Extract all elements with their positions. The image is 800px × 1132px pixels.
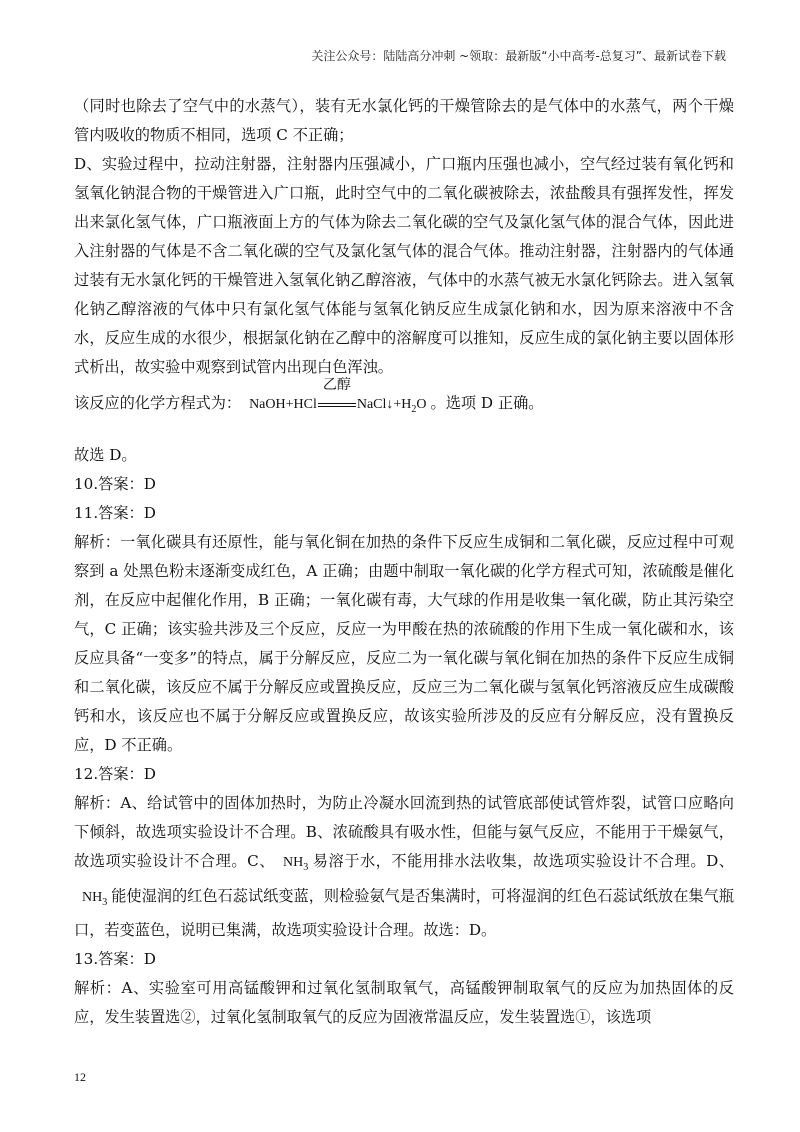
ammonia-formula: $NH_3$ [282, 854, 309, 873]
analysis-12: 解析：A、给试管中的固体加热时，为防止冷凝水回流到热的试管底部使试管炸裂，试管口应略向下倾斜，故选项实验设计不合理。B、浓硫酸具有吸水性，但能与氨气反应，不能用于干燥氨气，故选项实验设计不合理。C、 $NH_3$ 易溶于水，不能用排水法收集，故选项实验设计不合理。D、$NH_3$ 能使湿润的红色石蕊试纸变蓝，则检验氨气是否集满时，可将湿润的红色石蕊试纸放在集气瓶口，若变蓝色，说明已集满，故选项实验设计合理。故选：D。 [74, 793, 734, 940]
analysis-11: 解析：一氧化碳具有还原性，能与氧化铜在加热的条件下反应生成铜和二氧化碳，反应过程中可观察到 a 处黑色粉末逐渐变成红色，A 正确；由题中制取一氧化碳的化学方程式可知，浓硫酸是催化剂，在反应中起催化作用，B 正确；一氧化碳有毒，大气球的作用是收集一氧化碳，防止其污染空气，C 正确；该实验共涉及三个反应，反应一为甲酸在热的浓硫酸的作用下生成一氧化碳和水，该反应具备“一变多”的特点，属于分解反应，反应二为一氧化碳与氧化铜在加热的条件下反应生成铜和二氧化碳，该反应不属于分解反应或置换反应，反应三为二氧化碳与氢氧化钙溶液反应生成碳酸钙和水，该反应也不属于分解反应或置换反应，故该实验所涉及的反应有分解反应，没有置换反应，D 不正确。 [74, 532, 734, 754]
conclusion-line: 故选 D。 [74, 445, 137, 464]
paragraph-option-d: D、实验过程中，拉动注射器，注射器内压强减小，广口瓶内压强也减小，空气经过装有氧化钙和氢氧化钠混合物的干燥管进入广口瓶，此时空气中的二氧化碳被除去，浓盐酸具有强挥发性，挥发出来氯化氢气体，广口瓶液面上方的气体为除去二氧化碳的空气及氯化氢气体的混合气体，因此进入注射器的气体是不含二氧化碳的空气及氯化氢气体的混合气体。推动注射器，注射器内的气体通过装有无水氯化钙的干燥管进入氢氧化钠乙醇溶液，气体中的水蒸气被无水氯化钙除去。进入氢氧化钠乙醇溶液的气体中只有氯化氢气体能与氢氧化钠反应生成氯化钠和水，因为原来溶液中不含水，反应生成的水很少，根据氯化钠在乙醇中的溶解度可以推知，反应生成的氯化钠主要以固体形式析出，故实验中观察到试管内出现白色浑浊。 [74, 155, 734, 376]
equation-condition-sign [318, 377, 356, 412]
answer-11: 11.答案：D [74, 503, 156, 522]
answer-10: 10.答案：D [74, 474, 156, 493]
document-body [74, 92, 734, 1032]
answer-12: 12.答案：D [74, 764, 156, 783]
ammonia-formula: $NH_3$ [82, 889, 108, 908]
equation-line [74, 377, 734, 428]
page-number: 12 [74, 1070, 86, 1084]
equation-condition: 乙醇 [322, 377, 351, 393]
page-header: 关注公众号：陆陆高分冲刺 ~领取：最新版“小中高考-总复习”、最新试卷下载 [311, 49, 726, 63]
chemical-equation [249, 377, 427, 415]
answer-13: 13.答案：D [74, 950, 156, 969]
equation-suffix: 。选项 D 正确。 [430, 394, 544, 412]
equation-reactants: NaOH+HCl [249, 397, 317, 412]
equation-prefix: 该反应的化学方程式为： [74, 394, 242, 412]
equation-products: $NaCl↓+H_2O$ [356, 397, 427, 415]
analysis-13: 解析：A、实验室可用高锰酸钾和过氧化氢制取氧气，高锰酸钾制取氧气的反应为加热固体的反应，发生装置选②，过氧化氢制取氧气的反应为固液常温反应，发生装置选①，该选项 [74, 979, 734, 1027]
paragraph-option-c: （同时也除去了空气中的水蒸气），装有无水氯化钙的干燥管除去的是气体中的水蒸气，两个干燥管内吸收的物质不相同，选项 C 不正确； [74, 97, 734, 144]
